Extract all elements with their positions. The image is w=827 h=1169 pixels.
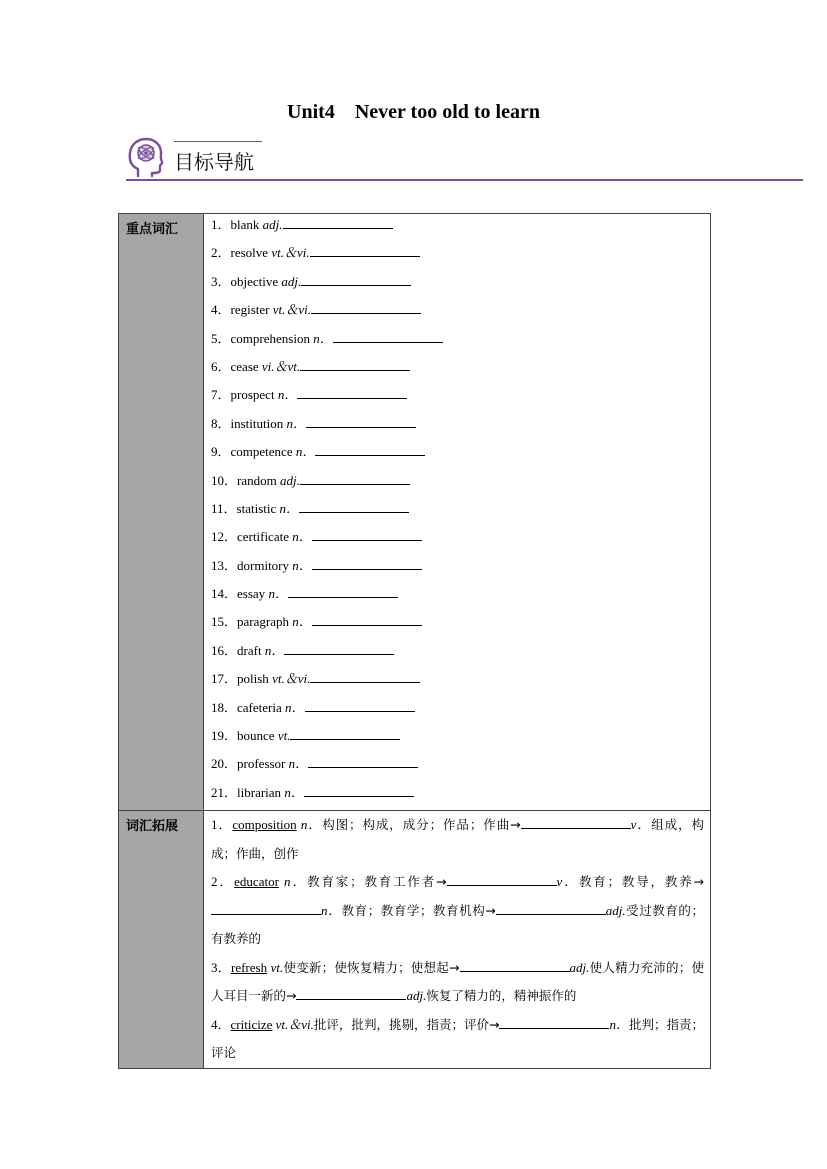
vocab-word: institution xyxy=(230,415,284,431)
expansion-item: 4．criticize vt.＆vi.批评，批判，挑剔，指责；评价→ n．批判；指责；评论 xyxy=(211,1016,704,1061)
vocab-table xyxy=(118,213,711,1069)
vocab-item xyxy=(211,242,704,270)
key-vocab-header: 重点词汇 xyxy=(119,214,204,811)
vocab-number: 3． xyxy=(211,273,231,289)
answer-blank[interactable] xyxy=(496,901,606,915)
vocab-number: 5． xyxy=(211,330,231,346)
vocab-number: 21． xyxy=(211,784,238,800)
vocab-pos: n． xyxy=(292,614,312,630)
answer-blank[interactable] xyxy=(299,499,409,513)
header-accent-line xyxy=(174,141,262,142)
vocab-word: dormitory xyxy=(237,557,290,573)
answer-blank[interactable] xyxy=(300,471,410,485)
vocab-item xyxy=(211,356,704,384)
expansion-item: 2．educator n．教育家；教育工作者→ v．教育；教导，教养→n．教育；教育学；教育机构→ adj.受过教育的；有教养的 xyxy=(211,874,704,947)
answer-blank[interactable] xyxy=(447,872,557,886)
vocab-word: paragraph xyxy=(237,614,289,630)
answer-blank[interactable] xyxy=(211,901,321,915)
vocab-item xyxy=(211,384,704,412)
vocab-item xyxy=(211,328,704,356)
expansion-word: refresh xyxy=(230,959,268,975)
vocab-item xyxy=(211,668,704,696)
vocab-item xyxy=(211,271,704,299)
vocab-number: 2． xyxy=(211,245,231,261)
vocab-item xyxy=(211,299,704,327)
answer-blank[interactable] xyxy=(333,329,443,343)
vocab-word: draft xyxy=(237,642,262,658)
vocab-item xyxy=(211,441,704,469)
answer-blank[interactable] xyxy=(310,669,420,683)
vocab-number: 16． xyxy=(211,642,238,658)
answer-blank[interactable] xyxy=(315,442,425,456)
key-vocab-row xyxy=(119,214,711,811)
vocab-number: 20． xyxy=(211,756,238,772)
answer-blank[interactable] xyxy=(301,272,411,286)
vocab-number: 19． xyxy=(211,728,238,744)
vocab-word: objective xyxy=(230,273,279,289)
vocab-pos: n． xyxy=(292,557,312,573)
answer-blank[interactable] xyxy=(499,1015,609,1029)
vocab-number: 10． xyxy=(211,472,238,488)
vocab-pos: adj. xyxy=(281,273,302,289)
vocab-word: blank xyxy=(230,217,260,232)
header-divider xyxy=(126,179,803,181)
brain-head-icon xyxy=(126,136,164,178)
answer-blank[interactable] xyxy=(290,726,400,740)
answer-blank[interactable] xyxy=(283,215,393,229)
expansion-item: 1．composition n．构图；构成，成分；作品；作曲→ v．组成，构成；作曲，创作 xyxy=(211,817,704,861)
section-label: 目标导航 xyxy=(174,150,254,174)
vocab-word: competence xyxy=(230,444,293,460)
answer-blank[interactable] xyxy=(308,754,418,768)
answer-blank[interactable] xyxy=(460,958,570,972)
vocab-number: 17． xyxy=(211,671,238,687)
vocab-pos: n． xyxy=(268,586,288,602)
word-expansion-list xyxy=(204,811,711,1069)
vocab-word: polish xyxy=(237,671,269,687)
vocab-number: 13． xyxy=(211,557,238,573)
vocab-pos: n． xyxy=(285,699,305,715)
vocab-number: 8． xyxy=(211,415,231,431)
vocab-item xyxy=(211,526,704,554)
answer-blank[interactable] xyxy=(306,414,416,428)
answer-blank[interactable] xyxy=(284,641,394,655)
answer-blank[interactable] xyxy=(310,243,420,257)
vocab-number: 12． xyxy=(211,529,238,545)
expansion-word: criticize xyxy=(230,1016,273,1032)
vocab-pos: n． xyxy=(288,756,309,772)
vocab-word: cafeteria xyxy=(237,699,282,715)
vocab-number: 14． xyxy=(211,586,238,602)
vocab-item xyxy=(211,555,704,583)
answer-blank[interactable] xyxy=(297,385,407,399)
vocab-word: librarian xyxy=(237,784,282,800)
vocab-item xyxy=(211,583,704,611)
answer-blank[interactable] xyxy=(311,300,421,314)
vocab-word: professor xyxy=(237,756,286,772)
vocab-number: 15． xyxy=(211,614,238,630)
vocab-pos: vi.＆vt. xyxy=(261,358,301,374)
answer-blank[interactable] xyxy=(296,986,406,1000)
vocab-number: 9． xyxy=(211,444,231,460)
vocab-pos: n． xyxy=(292,529,312,545)
answer-blank[interactable] xyxy=(312,612,422,626)
vocab-pos: vt.＆vi. xyxy=(272,671,311,687)
vocab-item xyxy=(211,470,704,498)
word-expansion-header: 词汇拓展 xyxy=(119,811,204,1069)
answer-blank[interactable] xyxy=(312,556,422,570)
expansion-item: 3．refresh vt.使变新；使恢复精力；使想起→ adj.使人精力充沛的；使人耳目一新的→ adj.恢复了精力的，精神振作的 xyxy=(211,959,704,1004)
key-vocab-list xyxy=(204,214,711,811)
answer-blank[interactable] xyxy=(305,698,415,712)
vocab-number: 1． xyxy=(211,217,231,232)
vocab-pos: n． xyxy=(284,784,304,800)
vocab-word: comprehension xyxy=(230,330,310,346)
vocab-number: 11． xyxy=(211,500,237,516)
vocab-item xyxy=(211,725,704,753)
vocab-word: bounce xyxy=(237,728,275,744)
answer-blank[interactable] xyxy=(300,357,410,371)
vocab-pos: n． xyxy=(313,330,333,346)
section-header xyxy=(126,136,803,182)
vocab-item xyxy=(211,782,704,810)
vocab-word: resolve xyxy=(230,245,269,261)
vocab-number: 7． xyxy=(211,387,231,403)
vocab-word: essay xyxy=(237,586,266,602)
vocab-word: statistic xyxy=(236,500,277,516)
vocab-pos: n． xyxy=(286,415,307,431)
vocab-pos: n． xyxy=(264,642,285,658)
vocab-item xyxy=(211,753,704,781)
vocab-pos: adj. xyxy=(262,217,283,232)
expansion-word: educator xyxy=(234,874,279,890)
answer-blank[interactable] xyxy=(521,815,631,829)
vocab-word: certificate xyxy=(237,529,289,545)
vocab-item xyxy=(211,413,704,441)
vocab-word: random xyxy=(237,472,277,488)
vocab-word: cease xyxy=(230,358,259,374)
vocab-item xyxy=(211,498,704,526)
answer-blank[interactable] xyxy=(304,783,414,797)
answer-blank[interactable] xyxy=(312,527,422,541)
vocab-item xyxy=(211,697,704,725)
word-expansion-row xyxy=(119,811,711,1069)
answer-blank[interactable] xyxy=(288,584,398,598)
vocab-pos: vt. xyxy=(277,728,291,744)
vocab-pos: n． xyxy=(295,444,316,460)
vocab-pos: n． xyxy=(277,387,298,403)
vocab-pos: vt.＆vi. xyxy=(271,245,310,261)
vocab-pos: vt.＆vi. xyxy=(272,302,312,318)
vocab-pos: adj. xyxy=(279,472,300,488)
vocab-pos: n． xyxy=(279,500,300,516)
page-title: Unit4 Never too old to learn xyxy=(287,101,540,123)
vocab-word: register xyxy=(230,302,270,318)
vocab-item xyxy=(211,214,704,242)
vocab-number: 6． xyxy=(211,358,231,374)
vocab-item xyxy=(211,640,704,668)
vocab-number: 18． xyxy=(211,699,238,715)
vocab-item xyxy=(211,611,704,639)
vocab-word: prospect xyxy=(230,387,275,403)
expansion-word: composition xyxy=(232,817,297,833)
vocab-number: 4． xyxy=(211,302,231,318)
